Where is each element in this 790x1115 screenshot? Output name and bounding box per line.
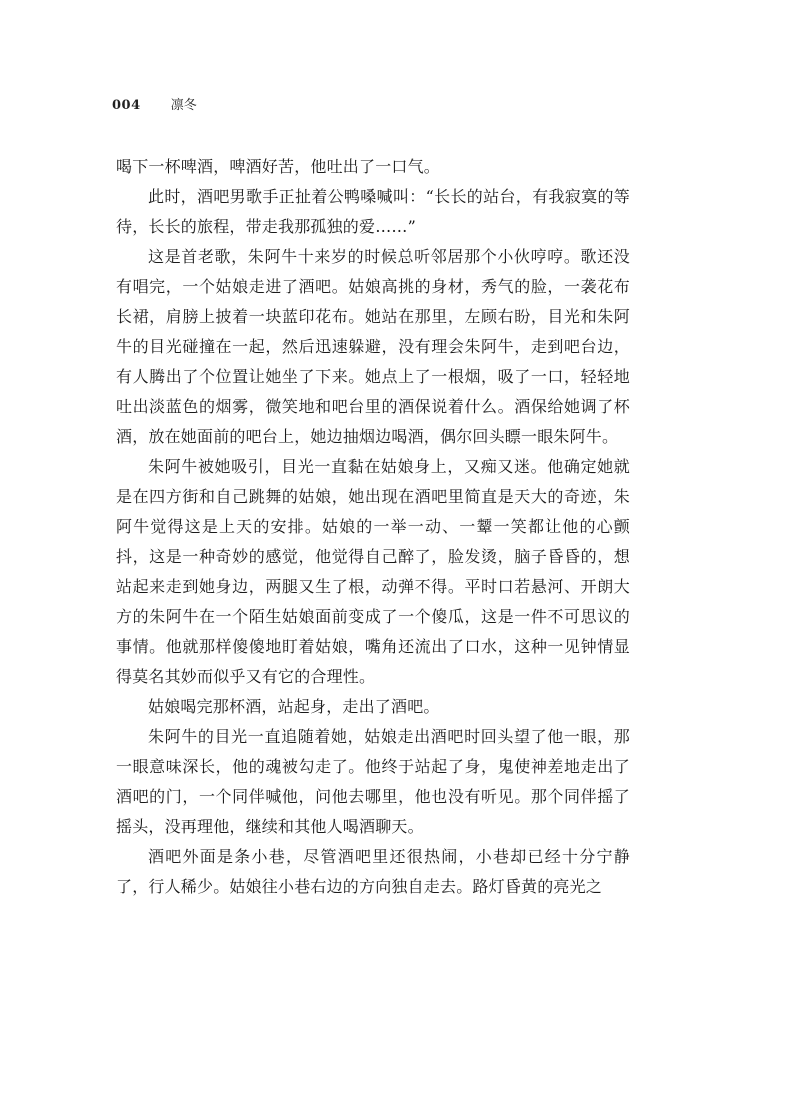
page-header xyxy=(112,94,197,113)
body-text xyxy=(116,152,630,902)
page-number: 004 xyxy=(112,98,141,113)
paragraph-3: 这是首老歌，朱阿牛十来岁的时候总听邻居那个小伙哼哼。歌还没有唱完，一个姑娘走进了酒吧。姑娘高挑的身材，秀气的脸，一袭花布长裙，肩膀上披着一块蓝印花布。她站在那里，左顾右盼，目光和朱阿牛的目光碰撞在一起，然后迅速躲避，没有理会朱阿牛，走到吧台边，有人腾出了个位置让她坐了下来。她点上了一根烟，吸了一口，轻轻地吐出淡蓝色的烟雾，微笑地和吧台里的酒保说着什么。酒保给她调了杯酒，放在她面前的吧台上，她边抽烟边喝酒，偶尔回头瞟一眼朱阿牛。 xyxy=(116,247,630,446)
paragraph-4: 朱阿牛被她吸引，目光一直黏在姑娘身上，又痴又迷。他确定她就是在四方街和自己跳舞的姑娘，她出现在酒吧里简直是天大的奇迹，朱阿牛觉得这是上天的安排。姑娘的一举一动、一颦一笑都让他的心颤抖，这是一种奇妙的感觉，他觉得自己醉了，脸发烫，脑子昏昏的，想站起来走到她身边，两腿又生了根，动弹不得。平时口若悬河、开朗大方的朱阿牛在一个陌生姑娘面前变成了一个傻瓜，这是一件不可思议的事情。他就那样傻傻地盯着姑娘，嘴角还流出了口水，这种一见钟情显得莫名其妙而似乎又有它的合理性。 xyxy=(116,457,630,686)
paragraph-1: 喝下一杯啤酒，啤酒好苦，他吐出了一口气。 xyxy=(116,157,441,176)
paragraph-2: 此时，酒吧男歌手正扯着公鸭嗓喊叫：“长长的站台，有我寂寞的等待，长长的旅程，带走我那孤独的爱……” xyxy=(116,187,630,236)
paragraph-5: 姑娘喝完那杯酒，站起身，走出了酒吧。 xyxy=(148,697,440,716)
paragraph-7: 酒吧外面是条小巷，尽管酒吧里还很热闹，小巷却已经十分宁静了，行人稀少。姑娘往小巷右边的方向独自走去。路灯昏黄的亮光之 xyxy=(116,847,630,896)
running-title: 凛冬 xyxy=(170,98,197,113)
paragraph-6: 朱阿牛的目光一直追随着她，姑娘走出酒吧时回头望了他一眼，那一眼意味深长，他的魂被勾走了。他终于站起了身，鬼使神差地走出了酒吧的门，一个同伴喊他，问他去哪里，他也没有听见。那个同伴摇了摇头，没再理他，继续和其他人喝酒聊天。 xyxy=(116,727,630,836)
